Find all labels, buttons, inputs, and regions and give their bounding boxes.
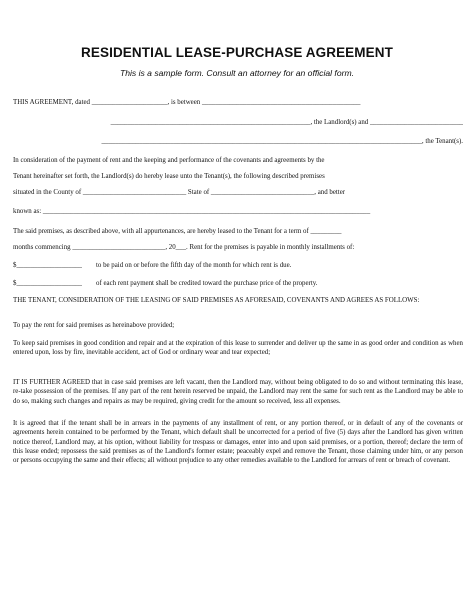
rent-amount-line [13, 261, 463, 270]
county-state-line: situated in the County of ______________________________ State of ______________________________, and better [13, 189, 346, 196]
credit-amount-line [13, 279, 463, 288]
tenant-line: _____________________________________________________________________________________________, the Tenant(s). [101, 138, 463, 145]
consideration-line: In consideration of the payment of rent and the keeping and performance of the covenants and agreements by the [13, 157, 325, 164]
paragraph-pay-rent: To pay the rent for said premises as hereinabove provided; [13, 322, 175, 329]
term-line: The said premises, as described above, with all appurtenances, are hereby leased to the Tenant for a term of _________ [13, 228, 342, 235]
landlord-line: __________________________________________________________, the Landlord(s) and ___________________________ [110, 119, 463, 126]
document-title: RESIDENTIAL LEASE-PURCHASE AGREEMENT [81, 45, 393, 60]
premises-line: Tenant hereinafter set forth, the Landlord(s) do hereby lease unto the Tenant(s), the following described premises [13, 173, 325, 180]
known-as-line: known as: _______________________________________________________________________________________________ [13, 208, 371, 215]
document-subtitle: This is a sample form. Consult an attorney for an official form. [119, 68, 355, 78]
paragraph-further-agreed: IT IS FURTHER AGREED that in case said premises are left vacant, then the Landlord may, without being obligated to do so and without terminating this lease, re-take possession of the premises. If any part of the rent herein reserved be unpaid, the Landlord may rent the same for such rent as the Landlord may be able to do so, making such changes and repairs as may be required, giving credit for the amount so received, less all expenses. [13, 379, 463, 405]
tenant-covenants-heading: THE TENANT, CONSIDERATION OF THE LEASING OF SAID PREMISES AS AFORESAID, COVENANTS AND AGREES AS FOLLOWS: [13, 297, 420, 304]
commencing-line: months commencing ___________________________, 20___. Rent for the premises is payable in monthly installments of: [13, 244, 355, 251]
agreement-dated-line: THIS AGREEMENT, dated ______________________, is between ______________________________________________ [13, 99, 361, 106]
credit-text: of each rent payment shall be credited toward the purchase price of the property. [96, 280, 318, 287]
paragraph-keep-premises: To keep said premises in good condition and repair and at the expiration of this lease to surrender and deliver up the same in as good order and condition as when entered upon, loss by fire, inevitable accident, act of God or ordinary wear and tear expected; [13, 340, 463, 357]
rent-due-text: to be paid on or before the fifth day of the month for which rent is due. [96, 262, 292, 269]
paragraph-arrears: It is agreed that if the tenant shall be in arrears in the payments of any installment of rent, or any portion thereof, or in default of any of the covenants or agreements herein contained to be performed by the Tenant, which default shall be uncorrected for a period of five (5) days after the Landlord has given written notice thereof, Landlord may, at his option, without liability for trespass or damages, enter into and upon said premises, or a portion, thereof; declare the term of this lease ended; repossess the said premises as of the Landlord's former estate; peaceably expel and remove the Tenant, those claiming under him, or any person or persons occupying the same and their effects; all without prejudice to any other remedies available to the Landlord for arrears of rent or breach of covenant. [13, 420, 463, 465]
credit-amount-blank: $___________________ [13, 280, 82, 287]
rent-amount-blank: $___________________ [13, 262, 82, 269]
